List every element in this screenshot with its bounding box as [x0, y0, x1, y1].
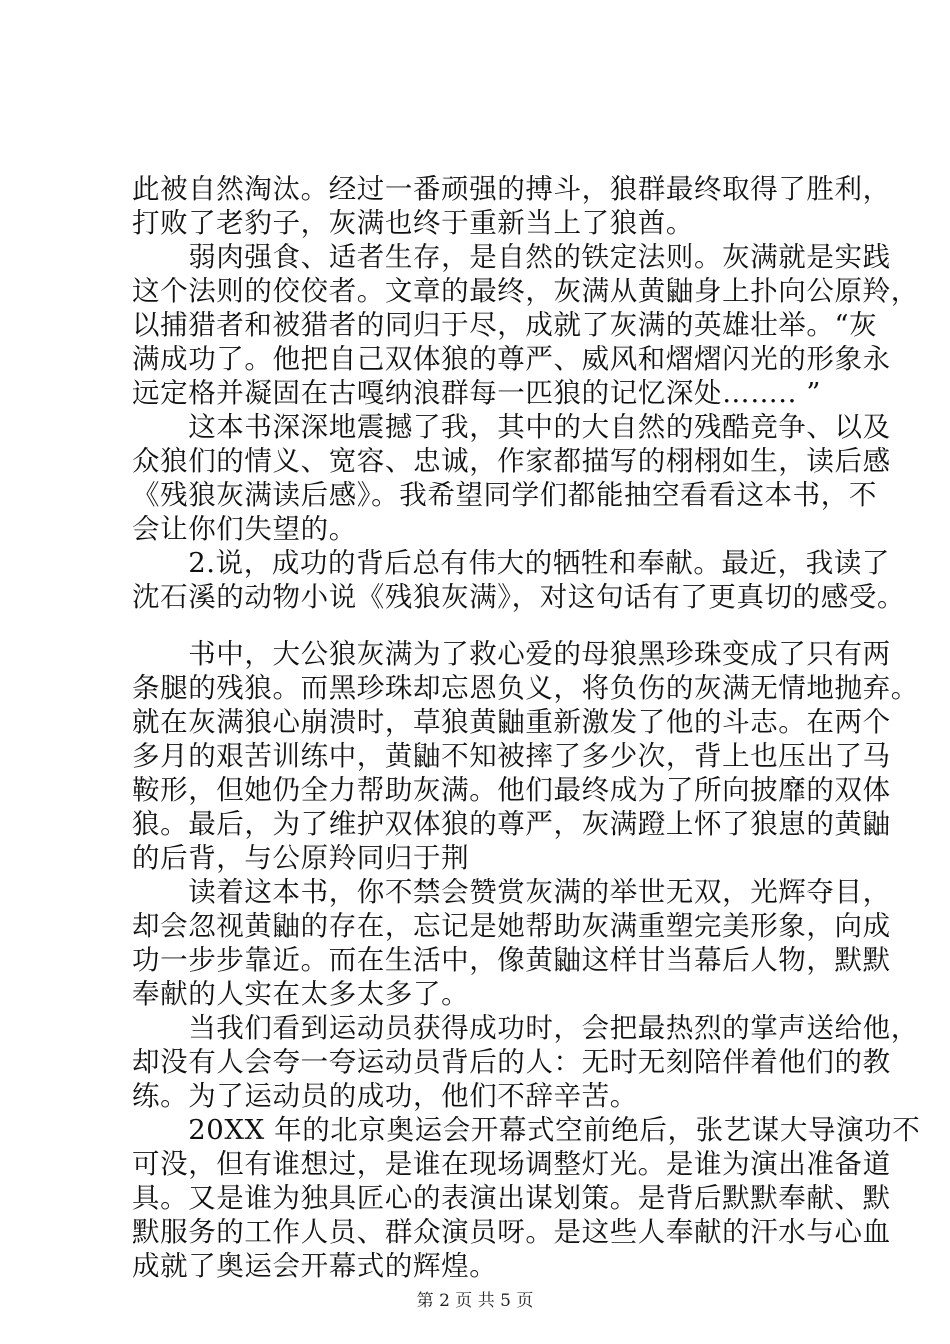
paragraph-line: 打败了老豹子，灰满也终于重新当上了狼酋。 [132, 207, 694, 239]
paragraph-line: 《残狼灰满读后感》。我希望同学们都能抽空看看这本书，不 [132, 479, 877, 511]
paragraph-line: 当我们看到运动员获得成功时，会把最热烈的掌声送给他， [132, 1012, 919, 1044]
paragraph-line: 20XX 年的北京奥运会开幕式空前绝后，张艺谋大导演功不 [132, 1114, 921, 1146]
page-number-footer: 第 2 页 共 5 页 [416, 1291, 534, 1311]
paragraph-line: 可没，但有谁想过，是谁在现场调整灯光。是谁为演出准备道 [132, 1148, 891, 1180]
paragraph-line: 鞍形，但她仍全力帮助灰满。他们最终成为了所向披靡的双体 [132, 774, 891, 806]
paragraph-line: 书中，大公狼灰满为了救心爱的母狼黑珍珠变成了只有两 [132, 638, 891, 670]
paragraph-line: 具。又是谁为独具匠心的表演出谋划策。是背后默默奉献、默 [132, 1182, 891, 1214]
paragraph-line: 多月的艰苦训练中，黄鼬不知被摔了多少次，背上也压出了马 [132, 740, 891, 772]
paragraph-line: 以捕猎者和被猎者的同归于尽，成就了灰满的英雄壮举。“灰 [132, 309, 878, 341]
paragraph-line: 2.说，成功的背后总有伟大的牺牲和奉献。最近，我读了 [132, 547, 891, 579]
paragraph-line: 这本书深深地震撼了我，其中的大自然的残酷竞争、以及 [132, 411, 891, 443]
paragraph-line: 功一步步靠近。而在生活中，像黄鼬这样甘当幕后人物，默默 [132, 944, 891, 976]
paragraph-line: 会让你们失望的。 [132, 513, 357, 545]
paragraph-line: 此被自然淘汰。经过一番顽强的搏斗，狼群最终取得了胜利， [132, 173, 891, 205]
paragraph-line: 这个法则的佼佼者。文章的最终，灰满从黄鼬身上扑向公原羚， [132, 275, 919, 307]
paragraph-line: 满成功了。他把自己双体狼的尊严、威风和熠熠闪光的形象永 [132, 343, 891, 375]
paragraph-line: 练。为了运动员的成功，他们不辞辛苦。 [132, 1080, 638, 1112]
paragraph-line: 读着这本书，你不禁会赞赏灰满的举世无双，光辉夺目， [132, 876, 891, 908]
paragraph-line: 条腿的残狼。而黑珍珠却忘恩负义，将负伤的灰满无情地抛弃。 [132, 672, 919, 704]
paragraph-line: 弱肉强食、适者生存，是自然的铁定法则。灰满就是实践 [132, 241, 891, 273]
paragraph-line: 沈石溪的动物小说《残狼灰满》，对这句话有了更真切的感受。 [132, 581, 906, 613]
paragraph-line: 却会忽视黄鼬的存在，忘记是她帮助灰满重塑完美形象，向成 [132, 910, 891, 942]
paragraph-line: 狼。最后，为了维护双体狼的尊严，灰满蹬上怀了狼崽的黄鼬 [132, 808, 891, 840]
paragraph-line: 成就了奥运会开幕式的辉煌。 [132, 1250, 498, 1282]
paragraph-line: 就在灰满狼心崩溃时，草狼黄鼬重新激发了他的斗志。在两个 [132, 706, 891, 738]
paragraph-line: 却没有人会夸一夸运动员背后的人：无时无刻陪伴着他们的教 [132, 1046, 891, 1078]
paragraph-line: 的后背，与公原羚同归于荆 [132, 842, 470, 874]
paragraph-line: 众狼们的情义、宽容、忠诚，作家都描写的栩栩如生，读后感 [132, 445, 891, 477]
paragraph-line: 奉献的人实在太多太多了。 [132, 978, 470, 1010]
paragraph-line: 默服务的工作人员、群众演员呀。是这些人奉献的汗水与心血 [132, 1216, 891, 1248]
paragraph-line: 远定格并凝固在古嘎纳浪群每一匹狼的记忆深处…….. ” [132, 377, 821, 409]
